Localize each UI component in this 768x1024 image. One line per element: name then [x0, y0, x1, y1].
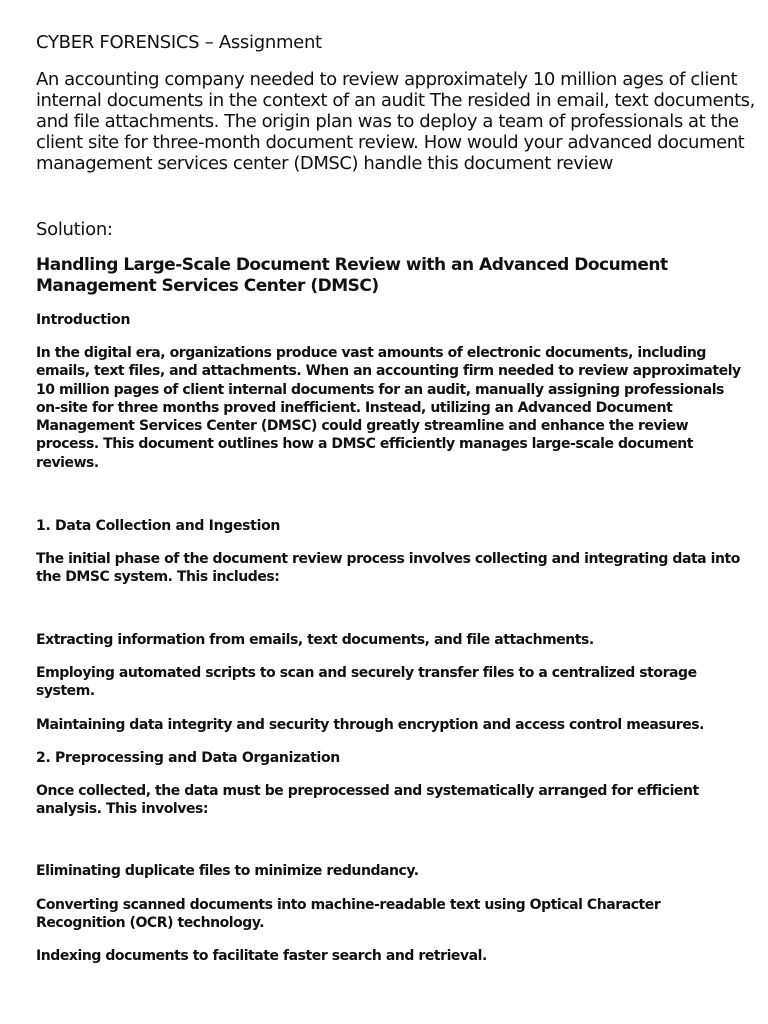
- paragraph-line: Once collected, the data must be preprocessed and systematically arranged for efficient: [36, 782, 699, 799]
- section-1-heading: 1. Data Collection and Ingestion: [36, 518, 281, 535]
- heading-line: Handling Large-Scale Document Review with an Advanced Document: [36, 255, 668, 275]
- document-title: CYBER FORENSICS – Assignment: [36, 32, 322, 53]
- prompt-line: client site for three-month document review. How would your advanced document: [36, 132, 745, 153]
- prompt-line: management services center (DMSC) handle this document review: [36, 153, 613, 174]
- prompt-line: and file attachments. The origin plan was to deploy a team of professionals at the: [36, 111, 739, 132]
- paragraph-line: the DMSC system. This includes:: [36, 569, 280, 586]
- section-1-intro: [36, 550, 740, 587]
- paragraph-line: 10 million pages of client internal documents for an audit, manually assigning professionals: [36, 381, 724, 398]
- assignment-prompt: [36, 69, 755, 174]
- prompt-line: An accounting company needed to review approximately 10 million ages of client: [36, 69, 738, 90]
- paragraph-line: reviews.: [36, 454, 99, 471]
- item-text: Recognition (OCR) technology.: [36, 915, 265, 932]
- solution-heading: [36, 255, 736, 297]
- section-2-item: [36, 896, 736, 933]
- section-2-heading: 2. Preprocessing and Data Organization: [36, 749, 340, 766]
- item-text: Maintaining data integrity and security through encryption and access control measures.: [36, 716, 705, 733]
- item-text: Eliminating duplicate files to minimize redundancy.: [36, 863, 419, 880]
- item-text: Converting scanned documents into machine-readable text using Optical Character: [36, 896, 661, 913]
- paragraph-line: process. This document outlines how a DMSC efficiently manages large-scale document: [36, 436, 694, 453]
- section-2-item: [36, 947, 736, 965]
- section-1-item: [36, 631, 736, 649]
- item-text: Indexing documents to facilitate faster search and retrieval.: [36, 948, 487, 965]
- item-text: Extracting information from emails, text documents, and file attachments.: [36, 631, 594, 648]
- paragraph-line: The initial phase of the document review process involves collecting and integrating data into: [36, 551, 740, 568]
- heading-line: Management Services Center (DMSC): [36, 276, 379, 296]
- paragraph-line: emails, text files, and attachments. When an accounting firm needed to review approximately: [36, 363, 741, 380]
- paragraph-line: on-site for three months proved inefficient. Instead, utilizing an Advanced Document: [36, 399, 673, 416]
- section-1-item: [36, 716, 736, 734]
- section-1-item: [36, 664, 736, 701]
- prompt-line: internal documents in the context of an audit The resided in email, text documents,: [36, 90, 755, 111]
- document-page: [36, 30, 755, 966]
- section-2-intro: [36, 782, 736, 819]
- introduction-paragraph: [36, 344, 741, 472]
- paragraph-line: analysis. This involves:: [36, 801, 209, 818]
- item-text: system.: [36, 683, 95, 700]
- item-text: Employing automated scripts to scan and securely transfer files to a centralized storage: [36, 664, 697, 681]
- paragraph-line: Management Services Center (DMSC) could greatly streamline and enhance the review: [36, 418, 689, 435]
- section-2-item: [36, 862, 736, 880]
- paragraph-line: In the digital era, organizations produce vast amounts of electronic documents, including: [36, 345, 706, 361]
- solution-label: Solution:: [36, 219, 113, 240]
- introduction-heading: Introduction: [36, 312, 131, 328]
